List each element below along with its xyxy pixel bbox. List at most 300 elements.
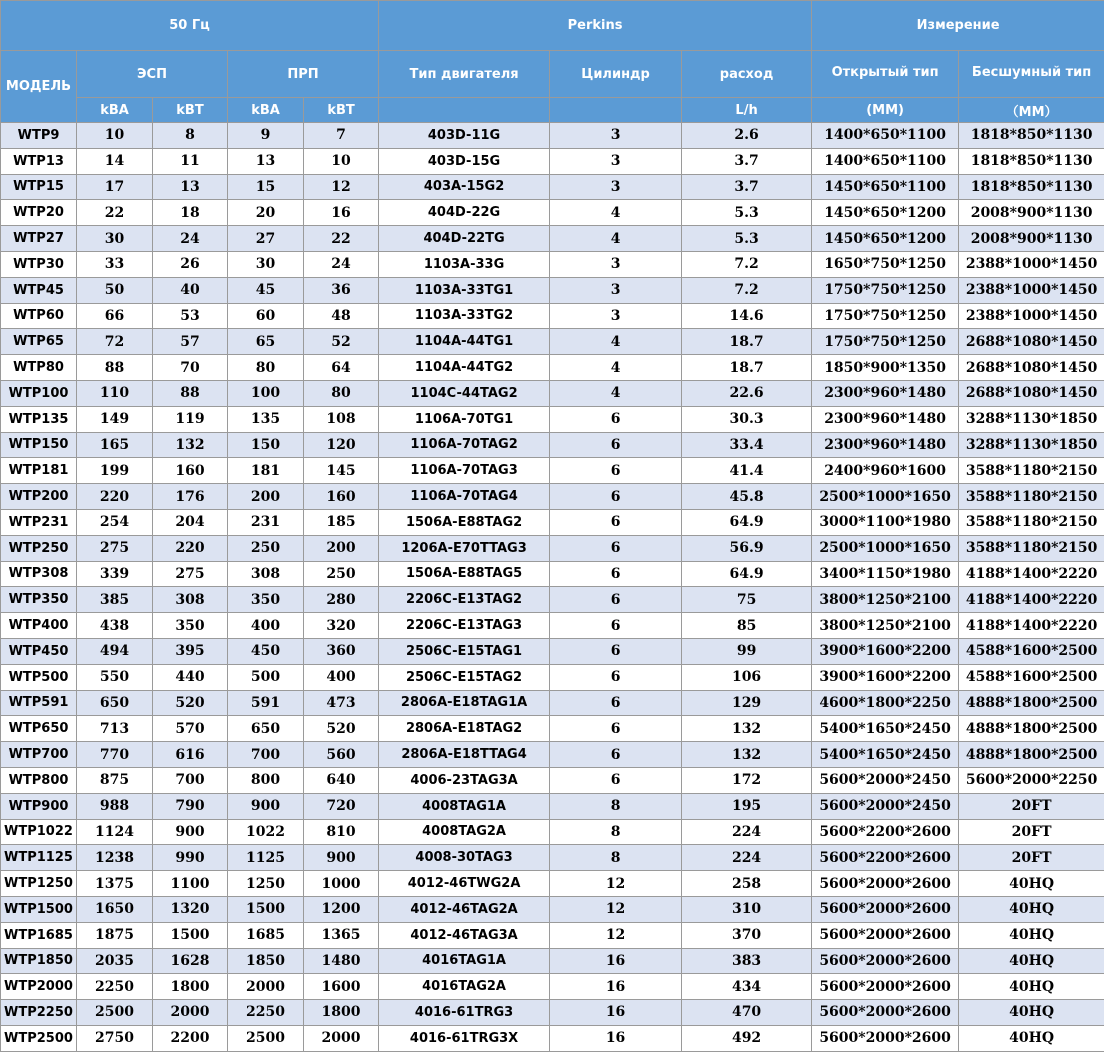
cylinder-cell: 3 bbox=[550, 148, 682, 174]
cylinder-cell: 16 bbox=[550, 1025, 682, 1051]
consumption-cell: 5.3 bbox=[682, 226, 812, 252]
consumption-cell: 7.2 bbox=[682, 277, 812, 303]
open-type-size-cell: 1750*750*1250 bbox=[812, 329, 959, 355]
prp-kva-cell: 800 bbox=[228, 767, 304, 793]
cylinder-cell: 12 bbox=[550, 896, 682, 922]
model-cell: WTP2000 bbox=[1, 974, 77, 1000]
consumption-cell: 45.8 bbox=[682, 484, 812, 510]
silent-type-size-cell: 40HQ bbox=[959, 948, 1104, 974]
prp-kvt-cell: 200 bbox=[304, 535, 379, 561]
silent-type-size-cell: 4888*1800*2500 bbox=[959, 716, 1104, 742]
engine-type-cell: 4012-46TWG2A bbox=[379, 871, 550, 897]
cylinder-cell: 3 bbox=[550, 251, 682, 277]
esp-kvt-cell: 1320 bbox=[153, 896, 228, 922]
esp-kvt-cell: 88 bbox=[153, 380, 228, 406]
prp-kvt-cell: 2000 bbox=[304, 1025, 379, 1051]
silent-type-size-cell: 3588*1180*2150 bbox=[959, 535, 1104, 561]
engine-type-cell: 2206C-E13TAG2 bbox=[379, 587, 550, 613]
prp-kva-cell: 150 bbox=[228, 432, 304, 458]
open-type-size-cell: 1750*750*1250 bbox=[812, 303, 959, 329]
table-row bbox=[1, 613, 1104, 639]
model-cell: WTP900 bbox=[1, 793, 77, 819]
consumption-cell: 224 bbox=[682, 819, 812, 845]
table-row bbox=[1, 1000, 1104, 1026]
silent-type-size-cell: 1818*850*1130 bbox=[959, 148, 1104, 174]
silent-type-size-cell: 4888*1800*2500 bbox=[959, 742, 1104, 768]
model-cell: WTP2250 bbox=[1, 1000, 77, 1026]
cylinder-cell: 4 bbox=[550, 329, 682, 355]
engine-type-cell: 1506A-E88TAG2 bbox=[379, 509, 550, 535]
open-type-size-cell: 5600*2000*2600 bbox=[812, 896, 959, 922]
model-cell: WTP250 bbox=[1, 535, 77, 561]
esp-kva-cell: 110 bbox=[77, 380, 153, 406]
prp-kva-cell: 45 bbox=[228, 277, 304, 303]
silent-type-size-cell: 2688*1080*1450 bbox=[959, 329, 1104, 355]
engine-type-cell: 403D-15G bbox=[379, 148, 550, 174]
prp-kvt-cell: 12 bbox=[304, 174, 379, 200]
open-type-label: Открытый тип bbox=[831, 64, 939, 80]
model-cell: WTP591 bbox=[1, 690, 77, 716]
esp-kvt-cell: 900 bbox=[153, 819, 228, 845]
esp-kvt-cell: 1100 bbox=[153, 871, 228, 897]
model-header: МОДЕЛЬ bbox=[1, 51, 77, 123]
esp-kvt-cell: 308 bbox=[153, 587, 228, 613]
consumption-header: расход bbox=[682, 51, 812, 98]
consumption-cell: 85 bbox=[682, 613, 812, 639]
table-row bbox=[1, 355, 1104, 381]
silent-type-size-cell: 40HQ bbox=[959, 1000, 1104, 1026]
prp-kvt-cell: 1200 bbox=[304, 896, 379, 922]
table-row bbox=[1, 1025, 1104, 1051]
esp-kvt-cell: 275 bbox=[153, 561, 228, 587]
esp-kva-header: kBA bbox=[77, 98, 153, 123]
table-row bbox=[1, 484, 1104, 510]
model-cell: WTP15 bbox=[1, 174, 77, 200]
table-row bbox=[1, 509, 1104, 535]
prp-kvt-cell: 1800 bbox=[304, 1000, 379, 1026]
esp-kvt-cell: 2000 bbox=[153, 1000, 228, 1026]
cylinder-cell: 6 bbox=[550, 458, 682, 484]
open-type-size-cell: 1650*750*1250 bbox=[812, 251, 959, 277]
model-cell: WTP45 bbox=[1, 277, 77, 303]
esp-kvt-cell: 160 bbox=[153, 458, 228, 484]
open-type-size-cell: 2400*960*1600 bbox=[812, 458, 959, 484]
silent-type-size-cell: 2388*1000*1450 bbox=[959, 303, 1104, 329]
esp-kva-cell: 650 bbox=[77, 690, 153, 716]
esp-kva-cell: 385 bbox=[77, 587, 153, 613]
prp-kva-cell: 500 bbox=[228, 664, 304, 690]
table-row bbox=[1, 922, 1104, 948]
open-type-size-cell: 2300*960*1480 bbox=[812, 380, 959, 406]
prp-kvt-cell: 16 bbox=[304, 200, 379, 226]
table-row bbox=[1, 251, 1104, 277]
silent-type-unit-header: （MM） bbox=[959, 98, 1104, 123]
table-row bbox=[1, 587, 1104, 613]
consumption-cell: 434 bbox=[682, 974, 812, 1000]
consumption-cell: 258 bbox=[682, 871, 812, 897]
esp-kva-cell: 2750 bbox=[77, 1025, 153, 1051]
consumption-cell: 7.2 bbox=[682, 251, 812, 277]
consumption-cell: 172 bbox=[682, 767, 812, 793]
open-type-size-cell: 2500*1000*1650 bbox=[812, 484, 959, 510]
cylinder-cell: 6 bbox=[550, 716, 682, 742]
engine-type-cell: 1103A-33TG1 bbox=[379, 277, 550, 303]
prp-kvt-header: kBT bbox=[304, 98, 379, 123]
table-row bbox=[1, 303, 1104, 329]
engine-unit-blank bbox=[379, 98, 550, 123]
prp-kva-cell: 1125 bbox=[228, 845, 304, 871]
model-cell: WTP13 bbox=[1, 148, 77, 174]
cylinder-cell: 3 bbox=[550, 303, 682, 329]
table-row bbox=[1, 793, 1104, 819]
prp-kva-cell: 1500 bbox=[228, 896, 304, 922]
silent-type-size-cell: 4588*1600*2500 bbox=[959, 638, 1104, 664]
silent-type-size-cell: 1818*850*1130 bbox=[959, 174, 1104, 200]
cylinder-cell: 6 bbox=[550, 509, 682, 535]
consumption-cell: 64.9 bbox=[682, 509, 812, 535]
open-type-size-cell: 5600*2200*2600 bbox=[812, 845, 959, 871]
prp-kvt-cell: 52 bbox=[304, 329, 379, 355]
cylinder-cell: 3 bbox=[550, 277, 682, 303]
engine-type-cell: 404D-22G bbox=[379, 200, 550, 226]
esp-kva-cell: 30 bbox=[77, 226, 153, 252]
silent-type-size-cell: 2688*1080*1450 bbox=[959, 380, 1104, 406]
esp-kvt-cell: 2200 bbox=[153, 1025, 228, 1051]
table-row bbox=[1, 226, 1104, 252]
prp-kvt-cell: 720 bbox=[304, 793, 379, 819]
esp-kva-cell: 199 bbox=[77, 458, 153, 484]
esp-kva-cell: 1375 bbox=[77, 871, 153, 897]
silent-type-size-cell: 2388*1000*1450 bbox=[959, 277, 1104, 303]
prp-kvt-cell: 640 bbox=[304, 767, 379, 793]
model-cell: WTP135 bbox=[1, 406, 77, 432]
prp-kvt-cell: 1000 bbox=[304, 871, 379, 897]
prp-kva-cell: 2000 bbox=[228, 974, 304, 1000]
prp-kvt-cell: 1480 bbox=[304, 948, 379, 974]
consumption-cell: 22.6 bbox=[682, 380, 812, 406]
engine-type-cell: 1506A-E88TAG5 bbox=[379, 561, 550, 587]
open-type-size-cell: 1450*650*1200 bbox=[812, 226, 959, 252]
table-row bbox=[1, 406, 1104, 432]
table-row bbox=[1, 535, 1104, 561]
prp-kvt-cell: 48 bbox=[304, 303, 379, 329]
table-row bbox=[1, 664, 1104, 690]
prp-kva-cell: 80 bbox=[228, 355, 304, 381]
model-cell: WTP650 bbox=[1, 716, 77, 742]
open-type-size-cell: 3900*1600*2200 bbox=[812, 664, 959, 690]
prp-kva-header: kBA bbox=[228, 98, 304, 123]
esp-kva-cell: 254 bbox=[77, 509, 153, 535]
esp-kvt-cell: 990 bbox=[153, 845, 228, 871]
cylinder-cell: 12 bbox=[550, 871, 682, 897]
silent-type-size-cell: 3588*1180*2150 bbox=[959, 509, 1104, 535]
open-type-size-cell: 1450*650*1100 bbox=[812, 174, 959, 200]
esp-kvt-cell: 570 bbox=[153, 716, 228, 742]
consumption-cell: 14.6 bbox=[682, 303, 812, 329]
table-row bbox=[1, 974, 1104, 1000]
open-type-size-cell: 4600*1800*2250 bbox=[812, 690, 959, 716]
prp-kvt-cell: 80 bbox=[304, 380, 379, 406]
open-type-size-cell: 1850*900*1350 bbox=[812, 355, 959, 381]
silent-type-size-cell: 20FT bbox=[959, 819, 1104, 845]
engine-type-cell: 2806A-E18TAG1A bbox=[379, 690, 550, 716]
prp-kva-cell: 650 bbox=[228, 716, 304, 742]
prp-kva-cell: 135 bbox=[228, 406, 304, 432]
esp-kva-cell: 22 bbox=[77, 200, 153, 226]
open-type-size-cell: 3900*1600*2200 bbox=[812, 638, 959, 664]
engine-type-cell: 403D-11G bbox=[379, 123, 550, 149]
model-cell: WTP1125 bbox=[1, 845, 77, 871]
prp-kvt-cell: 473 bbox=[304, 690, 379, 716]
prp-kvt-cell: 250 bbox=[304, 561, 379, 587]
consumption-cell: 3.7 bbox=[682, 148, 812, 174]
open-type-size-cell: 3800*1250*2100 bbox=[812, 587, 959, 613]
silent-type-size-cell: 40HQ bbox=[959, 871, 1104, 897]
consumption-cell: 132 bbox=[682, 716, 812, 742]
esp-kvt-cell: 1500 bbox=[153, 922, 228, 948]
model-cell: WTP27 bbox=[1, 226, 77, 252]
open-type-size-cell: 2300*960*1480 bbox=[812, 406, 959, 432]
open-type-size-cell: 5600*2200*2600 bbox=[812, 819, 959, 845]
esp-kvt-cell: 18 bbox=[153, 200, 228, 226]
silent-type-size-cell: 2388*1000*1450 bbox=[959, 251, 1104, 277]
cylinder-header: Цилиндр bbox=[550, 51, 682, 98]
model-cell: WTP80 bbox=[1, 355, 77, 381]
prp-kva-cell: 2500 bbox=[228, 1025, 304, 1051]
esp-kva-cell: 17 bbox=[77, 174, 153, 200]
open-type-size-cell: 3400*1150*1980 bbox=[812, 561, 959, 587]
consumption-cell: 99 bbox=[682, 638, 812, 664]
table-row bbox=[1, 948, 1104, 974]
silent-type-size-cell: 3588*1180*2150 bbox=[959, 458, 1104, 484]
silent-type-label: Бесшумный тип bbox=[971, 64, 1092, 80]
esp-kva-cell: 14 bbox=[77, 148, 153, 174]
silent-type-size-cell: 20FT bbox=[959, 845, 1104, 871]
consumption-cell: 224 bbox=[682, 845, 812, 871]
esp-kva-cell: 50 bbox=[77, 277, 153, 303]
silent-type-size-cell: 4888*1800*2500 bbox=[959, 690, 1104, 716]
esp-kva-cell: 165 bbox=[77, 432, 153, 458]
esp-kva-cell: 550 bbox=[77, 664, 153, 690]
prp-kvt-cell: 145 bbox=[304, 458, 379, 484]
esp-kva-cell: 713 bbox=[77, 716, 153, 742]
prp-kvt-cell: 810 bbox=[304, 819, 379, 845]
cylinder-cell: 6 bbox=[550, 690, 682, 716]
prp-kvt-cell: 120 bbox=[304, 432, 379, 458]
model-cell: WTP400 bbox=[1, 613, 77, 639]
model-cell: WTP1500 bbox=[1, 896, 77, 922]
cylinder-cell: 16 bbox=[550, 948, 682, 974]
table-row bbox=[1, 561, 1104, 587]
cylinder-cell: 8 bbox=[550, 819, 682, 845]
esp-kvt-cell: 520 bbox=[153, 690, 228, 716]
table-row bbox=[1, 819, 1104, 845]
table-row bbox=[1, 845, 1104, 871]
esp-kva-cell: 88 bbox=[77, 355, 153, 381]
engine-type-cell: 2206C-E13TAG3 bbox=[379, 613, 550, 639]
open-type-header bbox=[812, 51, 959, 98]
model-cell: WTP800 bbox=[1, 767, 77, 793]
model-cell: WTP1685 bbox=[1, 922, 77, 948]
consumption-cell: 310 bbox=[682, 896, 812, 922]
engine-type-cell: 4012-46TAG3A bbox=[379, 922, 550, 948]
esp-kva-cell: 770 bbox=[77, 742, 153, 768]
table-row bbox=[1, 896, 1104, 922]
silent-type-size-cell: 3588*1180*2150 bbox=[959, 484, 1104, 510]
prp-kva-cell: 200 bbox=[228, 484, 304, 510]
consumption-cell: 470 bbox=[682, 1000, 812, 1026]
table-header bbox=[1, 1, 1104, 123]
consumption-cell: 64.9 bbox=[682, 561, 812, 587]
engine-type-cell: 1106A-70TAG3 bbox=[379, 458, 550, 484]
table-row bbox=[1, 200, 1104, 226]
silent-type-size-cell: 40HQ bbox=[959, 974, 1104, 1000]
consumption-cell: 18.7 bbox=[682, 355, 812, 381]
engine-type-cell: 4016TAG1A bbox=[379, 948, 550, 974]
prp-kvt-cell: 1600 bbox=[304, 974, 379, 1000]
prp-kva-cell: 27 bbox=[228, 226, 304, 252]
model-cell: WTP20 bbox=[1, 200, 77, 226]
esp-kva-cell: 2500 bbox=[77, 1000, 153, 1026]
open-type-size-cell: 2500*1000*1650 bbox=[812, 535, 959, 561]
prp-kvt-cell: 64 bbox=[304, 355, 379, 381]
engine-type-cell: 1106A-70TG1 bbox=[379, 406, 550, 432]
esp-kva-cell: 1238 bbox=[77, 845, 153, 871]
prp-kva-cell: 308 bbox=[228, 561, 304, 587]
engine-type-cell: 404D-22TG bbox=[379, 226, 550, 252]
table-body bbox=[1, 123, 1104, 1052]
consumption-cell: 106 bbox=[682, 664, 812, 690]
esp-kva-cell: 494 bbox=[77, 638, 153, 664]
esp-kva-cell: 875 bbox=[77, 767, 153, 793]
esp-kvt-cell: 40 bbox=[153, 277, 228, 303]
prp-kva-cell: 100 bbox=[228, 380, 304, 406]
cylinder-cell: 4 bbox=[550, 226, 682, 252]
consumption-cell: 492 bbox=[682, 1025, 812, 1051]
prp-kvt-cell: 22 bbox=[304, 226, 379, 252]
engine-type-cell: 4006-23TAG3A bbox=[379, 767, 550, 793]
esp-kvt-cell: 70 bbox=[153, 355, 228, 381]
prp-kva-cell: 591 bbox=[228, 690, 304, 716]
esp-kvt-cell: 53 bbox=[153, 303, 228, 329]
cylinder-cell: 8 bbox=[550, 845, 682, 871]
prp-kva-cell: 231 bbox=[228, 509, 304, 535]
prp-kva-cell: 400 bbox=[228, 613, 304, 639]
prp-kva-cell: 30 bbox=[228, 251, 304, 277]
engine-type-cell: 4016TAG2A bbox=[379, 974, 550, 1000]
engine-type-cell: 1106A-70TAG4 bbox=[379, 484, 550, 510]
prp-kvt-cell: 400 bbox=[304, 664, 379, 690]
open-type-size-cell: 3800*1250*2100 bbox=[812, 613, 959, 639]
table-row bbox=[1, 174, 1104, 200]
silent-type-size-cell: 2008*900*1130 bbox=[959, 226, 1104, 252]
engine-type-cell: 4008TAG2A bbox=[379, 819, 550, 845]
prp-kvt-cell: 185 bbox=[304, 509, 379, 535]
cylinder-cell: 4 bbox=[550, 355, 682, 381]
model-cell: WTP65 bbox=[1, 329, 77, 355]
prp-kvt-cell: 24 bbox=[304, 251, 379, 277]
silent-type-size-cell: 4188*1400*2220 bbox=[959, 561, 1104, 587]
dimension-header: Измерение bbox=[812, 1, 1104, 51]
esp-kvt-cell: 57 bbox=[153, 329, 228, 355]
cylinder-cell: 6 bbox=[550, 561, 682, 587]
cylinder-cell: 6 bbox=[550, 638, 682, 664]
silent-type-size-cell: 3288*1130*1850 bbox=[959, 406, 1104, 432]
cylinder-cell: 16 bbox=[550, 1000, 682, 1026]
esp-kvt-cell: 790 bbox=[153, 793, 228, 819]
cylinder-cell: 12 bbox=[550, 922, 682, 948]
prp-kvt-cell: 320 bbox=[304, 613, 379, 639]
engine-type-cell: 403A-15G2 bbox=[379, 174, 550, 200]
esp-kvt-cell: 350 bbox=[153, 613, 228, 639]
silent-type-size-cell: 4188*1400*2220 bbox=[959, 613, 1104, 639]
esp-kva-cell: 988 bbox=[77, 793, 153, 819]
open-type-size-cell: 5600*2000*2600 bbox=[812, 948, 959, 974]
esp-kvt-cell: 616 bbox=[153, 742, 228, 768]
consumption-cell: 383 bbox=[682, 948, 812, 974]
prp-kvt-cell: 7 bbox=[304, 123, 379, 149]
engine-type-cell: 4008TAG1A bbox=[379, 793, 550, 819]
model-cell: WTP500 bbox=[1, 664, 77, 690]
engine-type-cell: 1103A-33TG2 bbox=[379, 303, 550, 329]
model-cell: WTP200 bbox=[1, 484, 77, 510]
open-type-size-cell: 5600*2000*2450 bbox=[812, 793, 959, 819]
esp-kva-cell: 1124 bbox=[77, 819, 153, 845]
engine-type-cell: 2506C-E15TAG2 bbox=[379, 664, 550, 690]
esp-kvt-cell: 119 bbox=[153, 406, 228, 432]
consumption-cell: 75 bbox=[682, 587, 812, 613]
esp-kvt-cell: 700 bbox=[153, 767, 228, 793]
freq-header: 50 Гц bbox=[1, 1, 379, 51]
prp-kvt-cell: 560 bbox=[304, 742, 379, 768]
cylinder-cell: 4 bbox=[550, 200, 682, 226]
prp-header: ПРП bbox=[228, 51, 379, 98]
esp-kvt-cell: 1800 bbox=[153, 974, 228, 1000]
engine-type-cell: 2506C-E15TAG1 bbox=[379, 638, 550, 664]
engine-type-cell: 2806A-E18TTAG4 bbox=[379, 742, 550, 768]
open-type-size-cell: 1750*750*1250 bbox=[812, 277, 959, 303]
esp-kvt-cell: 204 bbox=[153, 509, 228, 535]
table-row bbox=[1, 329, 1104, 355]
engine-type-cell: 4012-46TAG2A bbox=[379, 896, 550, 922]
prp-kva-cell: 1685 bbox=[228, 922, 304, 948]
esp-kva-cell: 33 bbox=[77, 251, 153, 277]
table-row bbox=[1, 380, 1104, 406]
perkins-header: Perkins bbox=[379, 1, 812, 51]
open-type-size-cell: 5600*2000*2600 bbox=[812, 922, 959, 948]
silent-type-size-cell: 40HQ bbox=[959, 922, 1104, 948]
prp-kvt-cell: 108 bbox=[304, 406, 379, 432]
engine-type-cell: 1104A-44TG1 bbox=[379, 329, 550, 355]
cylinder-unit-blank bbox=[550, 98, 682, 123]
esp-kvt-cell: 440 bbox=[153, 664, 228, 690]
esp-kva-cell: 275 bbox=[77, 535, 153, 561]
consumption-cell: 132 bbox=[682, 742, 812, 768]
esp-kva-cell: 220 bbox=[77, 484, 153, 510]
silent-type-size-cell: 5600*2000*2250 bbox=[959, 767, 1104, 793]
prp-kvt-cell: 360 bbox=[304, 638, 379, 664]
prp-kva-cell: 350 bbox=[228, 587, 304, 613]
model-cell: WTP350 bbox=[1, 587, 77, 613]
cylinder-cell: 8 bbox=[550, 793, 682, 819]
model-cell: WTP700 bbox=[1, 742, 77, 768]
cylinder-cell: 4 bbox=[550, 380, 682, 406]
esp-header: ЭСП bbox=[77, 51, 228, 98]
esp-kvt-cell: 395 bbox=[153, 638, 228, 664]
cylinder-cell: 6 bbox=[550, 484, 682, 510]
prp-kvt-cell: 900 bbox=[304, 845, 379, 871]
prp-kva-cell: 900 bbox=[228, 793, 304, 819]
